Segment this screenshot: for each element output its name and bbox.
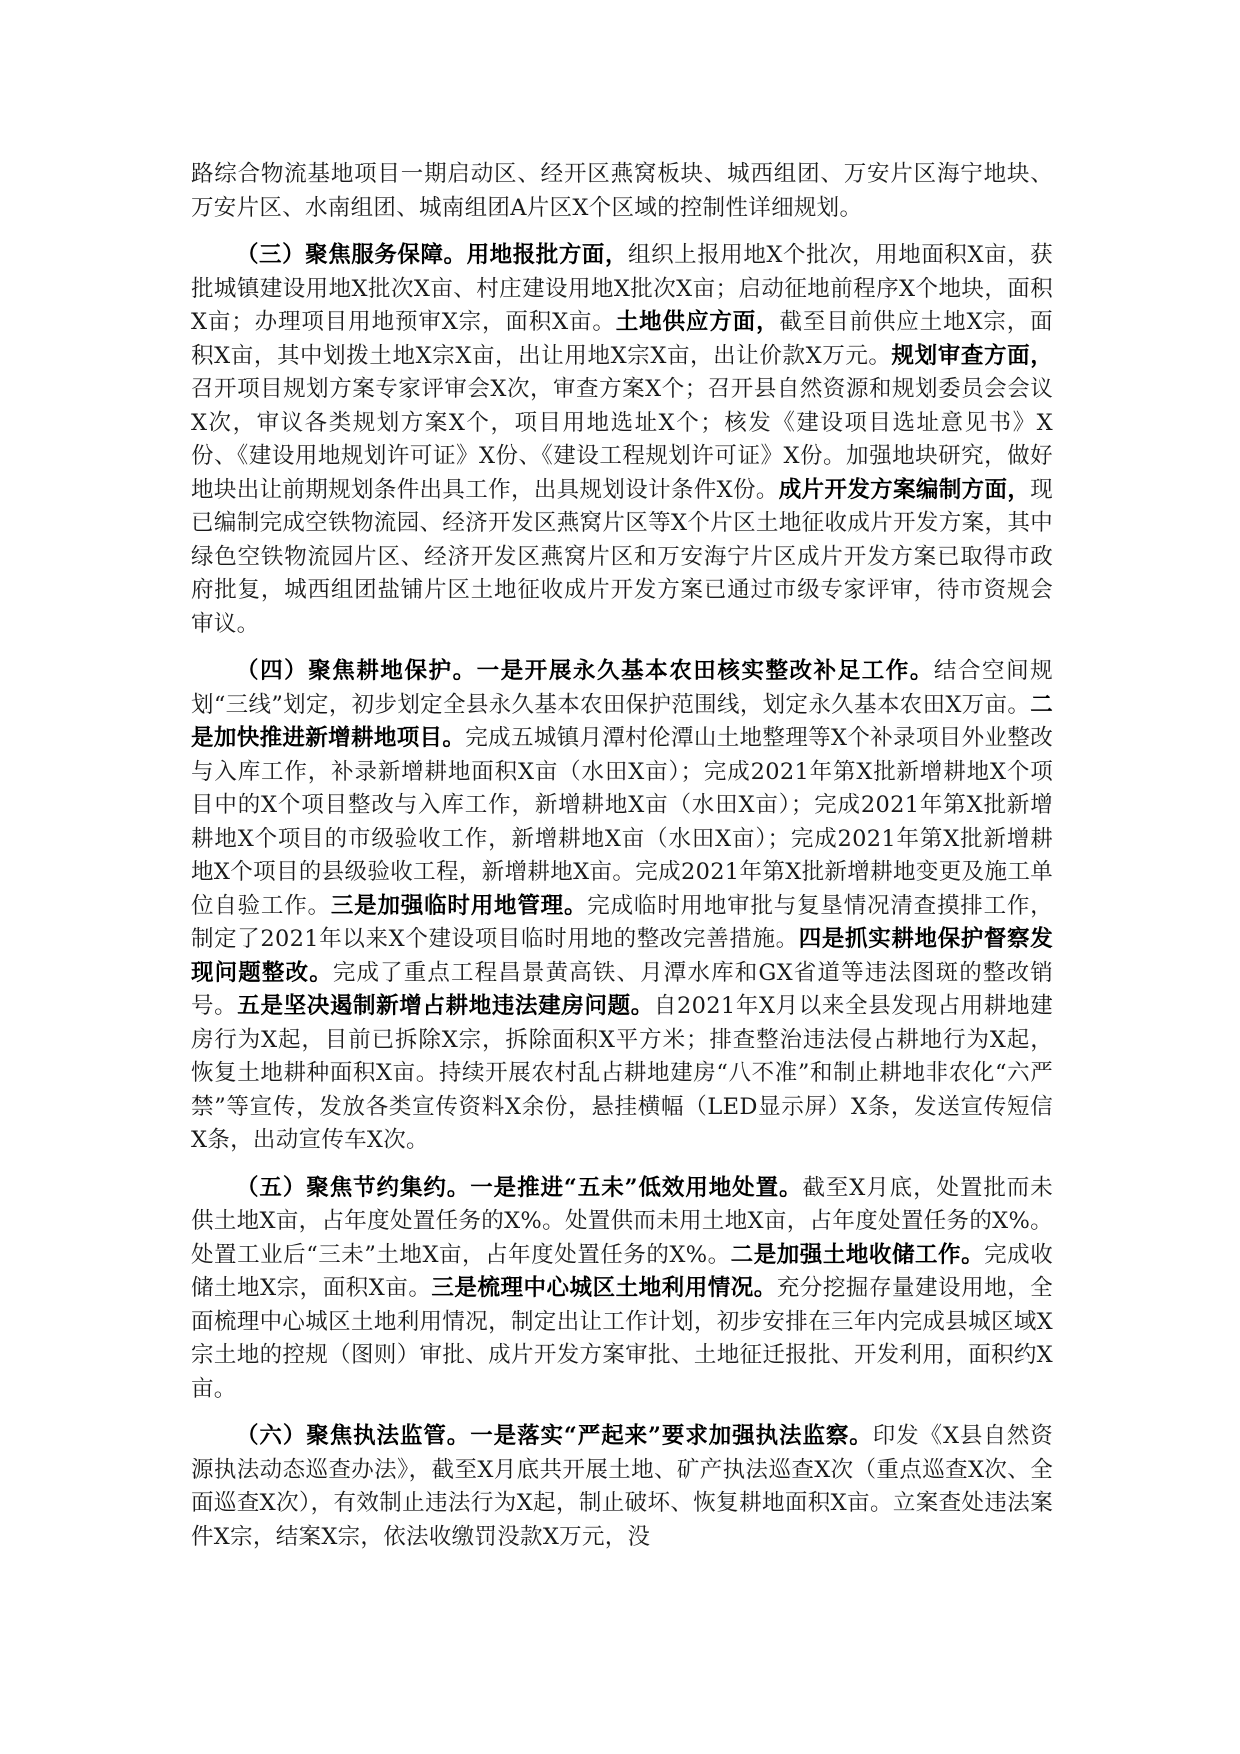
text-run: 召开项目规划方案专家评审会X次，审查方案X个；召开县自然资源和规划委员会会议X次，审议各类规划方案X个，项目用地选址X个；核发《建设项目选址意见书》X份、《建设用地规划许可证》X份、《建设工程规划许可证》X份。加强地块研究，做好地块出让前期规划条件出具工作，出具规划设计条件X份。 xyxy=(191,376,1053,503)
text-run: 组织上报用地X个批次，用地面积X亩，获批城镇建设用地X批次X亩、村庄建设用地X批次X亩；启动征地前程序X个地块，面积X亩；办理项目用地预审X宗，面积X亩。 xyxy=(191,242,1053,335)
bold-heading-run: 五是坚决遏制新增占耕地违法建房问题。 xyxy=(237,993,654,1019)
paragraph-4 xyxy=(191,1172,1053,1407)
text-run: 路综合物流基地项目一期启动区、经开区燕窝板块、城西组团、万安片区海宁地块、万安片区、水南组团、城南组团A片区X个区域的控制性详细规划。 xyxy=(191,161,1053,221)
text-run: 现已编制完成空铁物流园、经济开发区燕窝片区等X个片区土地征收成片开发方案，其中绿色空铁物流园片区、经济开发区燕窝片区和万安海宁片区成片开发方案已取得市政府批复，城西组团盐铺片区土地征收成片开发方案已通过市级专家评审，待市资规会审议。 xyxy=(191,476,1053,637)
text-run: 自2021年X月以来全县发现占用耕地建房行为X起，目前已拆除X宗，拆除面积X平方米；排查整治违法侵占耕地行为X起，恢复土地耕种面积X亩。持续开展农村乱占耕地建房“八不准”和制止耕地非农化“六严禁”等宣传，发放各类宣传资料X余份，悬挂横幅（LED显示屏）X条，发送宣传短信X条，出动宣传车X次。 xyxy=(191,993,1053,1153)
bold-heading-run: （三）聚焦服务保障。用地报批方面， xyxy=(236,242,629,268)
bold-heading-run: 土地供应方面， xyxy=(615,309,780,335)
text-run: 截至目前供应土地X宗，面积X亩，其中划拨土地X宗X亩，出让用地X宗X亩，出让价款X万元。 xyxy=(191,309,1053,369)
bold-heading-run: 成片开发方案编制方面， xyxy=(778,476,1031,503)
text-run: 印发《X县自然资源执法动态巡查办法》，截至X月底共开展土地、矿产执法巡查X次（重点巡查X次、全面巡查X次），有效制止违法行为X起，制止破坏、恢复耕地面积X亩。立案查处违法案件X宗，结案X宗，依法收缴罚没款X万元，没 xyxy=(191,1423,1053,1550)
paragraph-3 xyxy=(191,655,1053,1158)
bold-heading-run: （四）聚焦耕地保护。一是开展永久基本农田核实整改补足工作。 xyxy=(236,658,934,684)
bold-heading-run: 三是梳理中心城区土地利用情况。 xyxy=(431,1275,777,1301)
paragraph-5 xyxy=(191,1420,1053,1554)
bold-heading-run: （六）聚焦执法监管。一是落实“严起来”要求加强执法监察。 xyxy=(236,1423,873,1449)
document-body xyxy=(191,158,1053,1568)
text-run: 完成临时用地审批与复垦情况清查摸排工作，制定了2021年以来X个建设项目临时用地的整改完善措施。 xyxy=(191,892,1053,952)
paragraph-2 xyxy=(191,239,1053,641)
bold-heading-run: 规划审查方面， xyxy=(891,342,1053,369)
bold-heading-run: 二是加快推进新增耕地项目。 xyxy=(191,691,1053,751)
bold-heading-run: 三是加强临时用地管理。 xyxy=(330,892,588,919)
text-run: 完成了重点工程昌景黄高铁、月潭水库和GX省道等违法图斑的整改销号。 xyxy=(191,959,1053,1019)
text-run: 结合空间规划“三线”划定，初步划定全县永久基本农田保护范围线，划定永久基本农田X万亩。 xyxy=(191,658,1053,718)
bold-heading-run: 二是加强土地收储工作。 xyxy=(730,1241,985,1268)
paragraph-1 xyxy=(191,158,1053,225)
text-run: 充分挖掘存量建设用地，全面梳理中心城区土地利用情况，制定出让工作计划，初步安排在三年内完成县城区域X宗土地的控规（图则）审批、成片开发方案审批、土地征迁报批、开发利用，面积约X亩。 xyxy=(191,1275,1053,1402)
bold-heading-run: 四是抓实耕地保护督察发现问题整改。 xyxy=(191,926,1053,986)
text-run: 截至X月底，处置批而未供土地X亩，占年度处置任务的X%。处置供而未用土地X亩，占年度处置任务的X%。处置工业后“三未”土地X亩，占年度处置任务的X%。 xyxy=(191,1174,1053,1268)
text-run: 完成收储土地X宗，面积X亩。 xyxy=(191,1241,1053,1301)
text-run: 完成五城镇月潭村伦潭山土地整理等X个补录项目外业整改与入库工作，补录新增耕地面积X亩（水田X亩）；完成2021年第X批新增耕地X个项目中的X个项目整改与入库工作，新增耕地X亩（水田X亩）；完成2021年第X批新增耕地X个项目的市级验收工作，新增耕地X亩（水田X亩）；完成2021年第X批新增耕地X个项目的县级验收工程，新增耕地X亩。完成2021年第X批新增耕地变更及施工单位自验工作。 xyxy=(191,725,1053,919)
bold-heading-run: （五）聚焦节约集约。一是推进“五未”低效用地处置。 xyxy=(236,1174,803,1201)
